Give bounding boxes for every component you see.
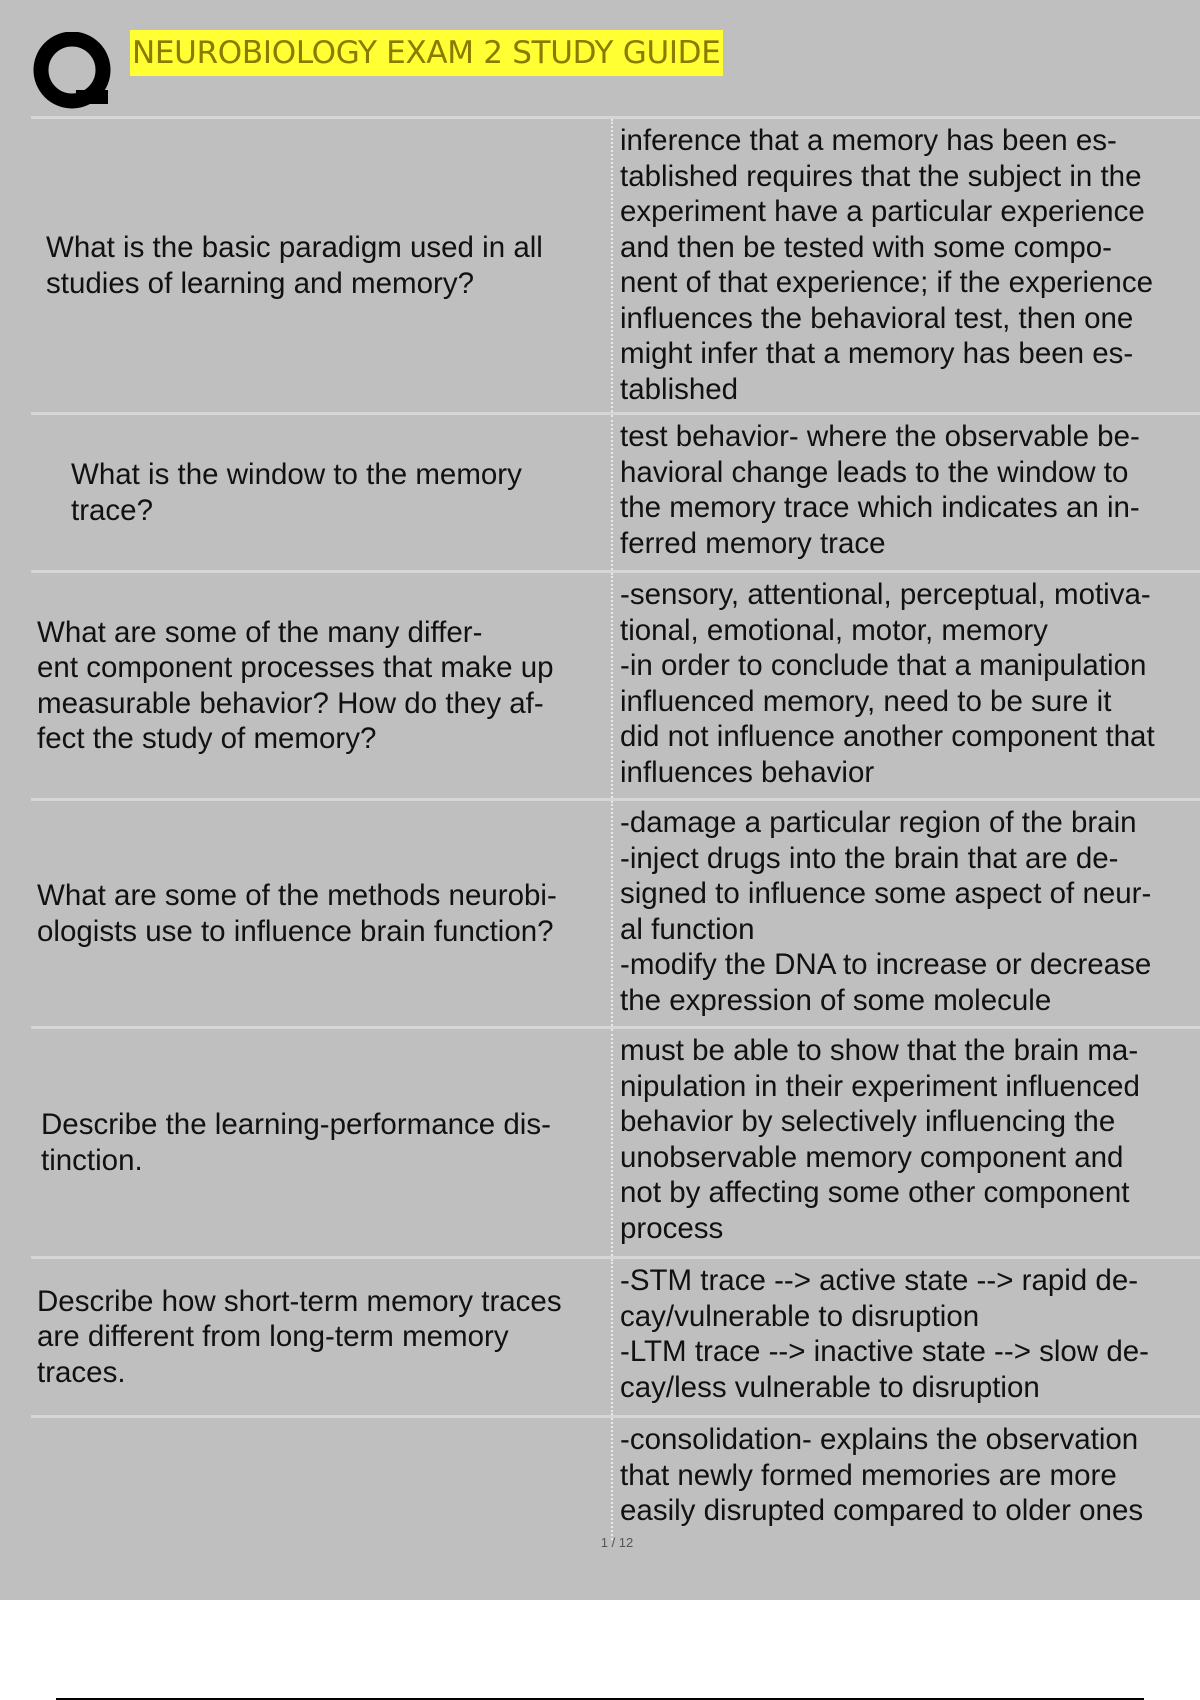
flashcard-row xyxy=(31,798,1200,1026)
flashcard-row xyxy=(31,1026,1200,1256)
flashcard-row xyxy=(31,1256,1200,1415)
flashcard-row xyxy=(31,412,1200,570)
answer-cell: must be able to show that the brain ma- nipulation in their experiment influenced behavior by selectively influencing the unobservable memory component and not by affecting some other component process xyxy=(611,1029,1200,1256)
flashcard-list xyxy=(31,116,1200,1540)
question-cell: Describe the learning-performance dis- tinction. xyxy=(41,1108,551,1177)
answer-cell: test behavior- where the observable be- havioral change leads to the window to the memory trace which indicates an in- ferred memory trace xyxy=(611,415,1200,570)
question-cell: What are some of the many differ- ent component processes that make up measurable behavior? How do they af- fect the study of memory? xyxy=(37,615,554,755)
answer-cell: -damage a particular region of the brain -inject drugs into the brain that are de- signed to influence some aspect of neur- al function -modify the DNA to increase or decrease the expression of some molecule xyxy=(611,801,1200,1026)
document-title: NEUROBIOLOGY EXAM 2 STUDY GUIDE xyxy=(130,30,723,76)
answer-cell: -sensory, attentional, perceptual, motiva- tional, emotional, motor, memory -in order to conclude that a manipulation influenced memory, need to be sure it did not influence another component that influences behavior xyxy=(611,573,1200,798)
question-cell: What is the window to the memory trace? xyxy=(71,458,522,527)
question-cell: What is the basic paradigm used in all studies of learning and memory? xyxy=(46,231,543,300)
flashcard-row xyxy=(31,570,1200,798)
q-logo-icon xyxy=(32,32,112,112)
flashcard-row xyxy=(31,1415,1200,1540)
flashcard-row xyxy=(31,116,1200,412)
answer-cell: -consolidation- explains the observation that newly formed memories are more easily disrupted compared to older ones xyxy=(611,1418,1200,1540)
question-cell xyxy=(31,1418,611,1540)
answer-cell: -STM trace --> active state --> rapid de- cay/vulnerable to disruption -LTM trace --> inactive state --> slow de- cay/less vulnerable to disruption xyxy=(611,1259,1200,1415)
page-number: 1 / 12 xyxy=(600,1535,634,1550)
question-cell: Describe how short-term memory traces are different from long-term memory traces. xyxy=(37,1284,562,1389)
question-cell: What are some of the methods neurobi- ologists use to influence brain function? xyxy=(37,879,557,948)
answer-cell: inference that a memory has been es- tablished requires that the subject in the experiment have a particular experience and then be tested with some compo- nent of that experience; if the experience influences the behavioral test, then one might infer that a memory has been es- tablished xyxy=(611,119,1200,412)
